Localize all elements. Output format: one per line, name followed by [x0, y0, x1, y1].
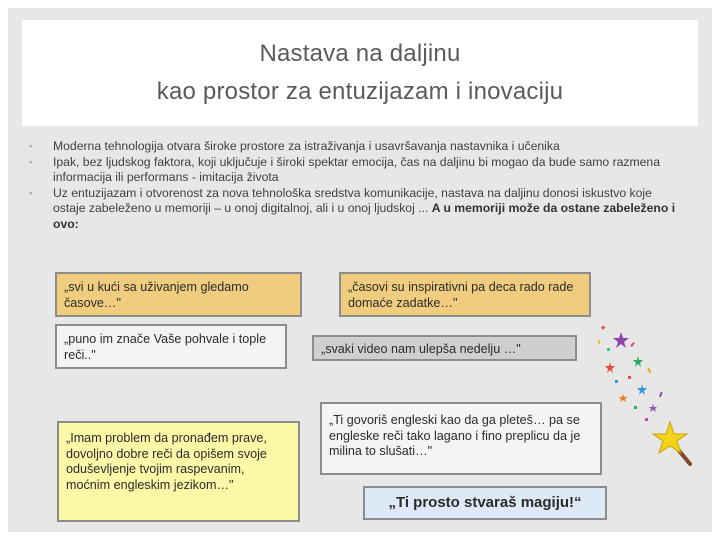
quote-card-yellow: „Imam problem da pronađem prave, dovoljno dobre reči da opišem svoje oduševljenje tvojim raspevanim, moćnim engleskim jezikom…"	[57, 421, 300, 522]
bullet-item	[26, 139, 682, 155]
bullet-dot-icon: ▪	[29, 187, 33, 198]
bullet-dot-icon: ▪	[29, 141, 33, 151]
bullet-bold-text: A u memoriji može da ostane zabeleženo i ovo:	[53, 201, 676, 231]
quote-card-white-2: „Ti govoriš engleski kao da ga pleteš… pa se engleske reči tako lagano i fino preplicu da je milina to slušati…"	[320, 402, 602, 475]
bullet-item	[26, 186, 682, 233]
magic-wand-icon	[590, 318, 700, 468]
quote-card-orange-2: „časovi su inspirativni pa deca rado rade domaće zadatke…"	[339, 272, 591, 317]
quote-card-orange-1: „svi u kući sa uživanjem gledamo časove…"	[55, 272, 302, 317]
title-box	[22, 20, 698, 126]
bullet-text: Uz entuzijazam i otvorenost za nova tehnološka sredstva komunikacije, nastava na daljinu donosi iskustvo koje ostaje zabeleženo u memoriji – u onoj digitalnoj, ali i u onoj ljudskoj ...	[53, 185, 652, 216]
slide-title-line-2: kao prostor za entuzijazam i inovaciju	[156, 78, 564, 105]
slide-title-line-1: Nastava na daljinu	[259, 40, 461, 67]
bullet-dot-icon: ▪	[29, 156, 33, 167]
quote-card-white-1: „puno im znače Vaše pohvale i tople reči.."	[55, 324, 287, 369]
bullet-item	[26, 155, 682, 186]
bullet-text: Ipak, bez ljudskog faktora, koji uključuje i široki spektar emocija, čas na daljinu bi mogao da bude samo razmena informacija ili performans - imitacija života	[53, 154, 660, 185]
bullet-list	[26, 139, 682, 233]
quote-card-blue: „Ti prosto stvaraš magiju!“	[363, 486, 607, 520]
quote-card-grey: „svaki video nam ulepša nedelju …"	[312, 335, 577, 361]
bullet-text: Moderna tehnologija otvara široke prostore za istraživanja i usavršavanja nastavnika i učenika	[53, 139, 560, 153]
